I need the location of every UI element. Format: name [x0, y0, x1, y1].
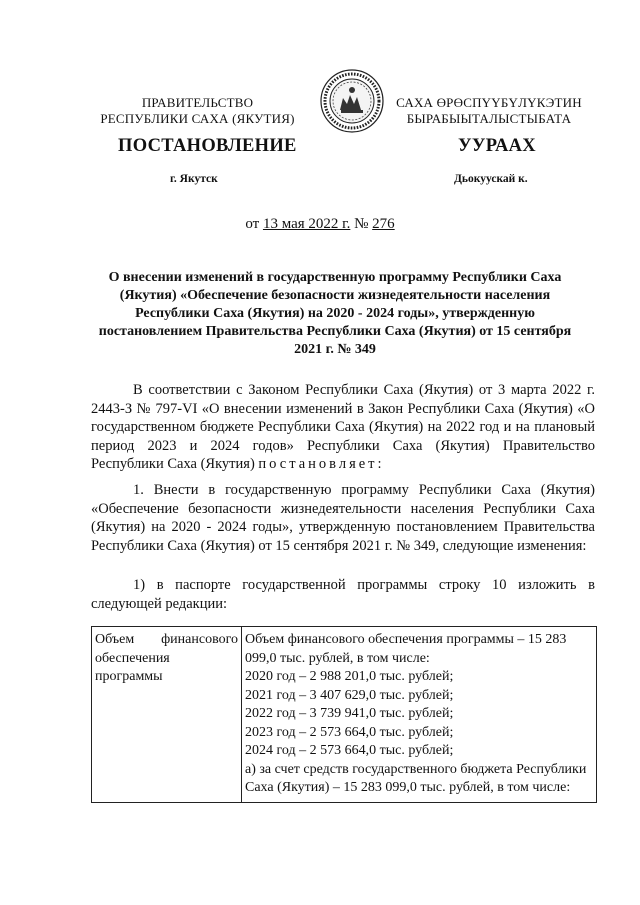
amendment-item-1-text: 1. Внести в государственную программу Республики Саха (Якутия) «Обеспечение безопасности жизнедеятельности населения Республики Саха (Якутия) на 2020 - 2024 годы», утвержденную постановлением Правительства Республики Саха (Якутия) от 15 сентября 2021 г. № 349, следующие изменения: [91, 482, 595, 554]
government-name-sakha [383, 95, 595, 127]
amendment-subitem-1 [91, 576, 595, 613]
government-line-2-sakha: БЫРАБЫЫТАЛЫСТЫБАТА [406, 111, 572, 126]
financing-year: 2020 год – 2 988 201,0 тыс. рублей; [245, 669, 454, 684]
amendment-item-1 [91, 481, 595, 555]
government-line-1-sakha: САХА ӨРӨСПҮҮБҮЛҮКЭТИН [396, 95, 582, 110]
government-line-1: ПРАВИТЕЛЬСТВО [141, 95, 254, 110]
financing-year: 2024 год – 2 573 664,0 тыс. рублей; [245, 743, 454, 758]
decree-title-sakha: УУРААХ [458, 136, 536, 156]
passport-row-label: Объем финансового обеспечения программы [92, 627, 242, 803]
decree-dateline [0, 216, 640, 233]
financing-year: 2023 год – 2 573 664,0 тыс. рублей; [245, 724, 454, 740]
table-row [92, 627, 597, 803]
passport-table [91, 626, 597, 803]
government-line-2: РЕСПУБЛИКИ САХА (ЯКУТИЯ) [100, 111, 295, 126]
government-name-ru [100, 95, 295, 127]
financing-total: Объем финансового обеспечения программы – 15 283 099,0 тыс. рублей, в том числе: [245, 632, 567, 666]
city-sakha: Дьокуускай к. [454, 173, 528, 185]
decree-number: 276 [372, 216, 395, 232]
decree-date: 13 мая 2022 г. [262, 216, 351, 232]
date-prefix: от [245, 216, 260, 232]
amendment-subitem-1-text: 1) в паспорте государственной программы строку 10 изложить в следующей редакции: [91, 577, 595, 612]
preamble-text: В соответствии с Законом Республики Саха (Якутия) от 3 марта 2022 г. 2443-З № 797-VI «О внесении изменений в Закон Республики Саха (Якутия) «О государственном бюджете Республики Саха (Якутия) на 2022 год и на плановый период 2023 и 2024 годов» Республики Саха (Якутия) Правительство Республики Саха (Якутия) [91, 382, 595, 472]
coat-of-arms-icon [319, 68, 385, 134]
financing-year: 2022 год – 3 739 941,0 тыс. рублей; [245, 706, 454, 721]
city-ru: г. Якутск [170, 173, 218, 185]
decree-title-ru: ПОСТАНОВЛЕНИЕ [118, 136, 297, 156]
number-sign: № [354, 216, 369, 232]
document-title: О внесении изменений в государственную программу Республики Саха (Якутия) «Обеспечение безопасности жизнедеятельности населения Республики Саха (Якутия) на 2020 - 2024 годы», утвержденную постановлением Правительства Республики Саха (Якутия) от 15 сентября 2021 г. № 349 [98, 270, 572, 357]
financing-year: 2021 год – 3 407 629,0 тыс. рублей; [245, 687, 454, 703]
preamble-paragraph [91, 381, 595, 474]
passport-row-value [242, 627, 597, 803]
financing-source: а) за счет средств государственного бюджета Республики Саха (Якутия) – 15 283 099,0 тыс. рублей, в том числе: [245, 761, 587, 795]
resolves-word: постановляет: [258, 456, 385, 472]
